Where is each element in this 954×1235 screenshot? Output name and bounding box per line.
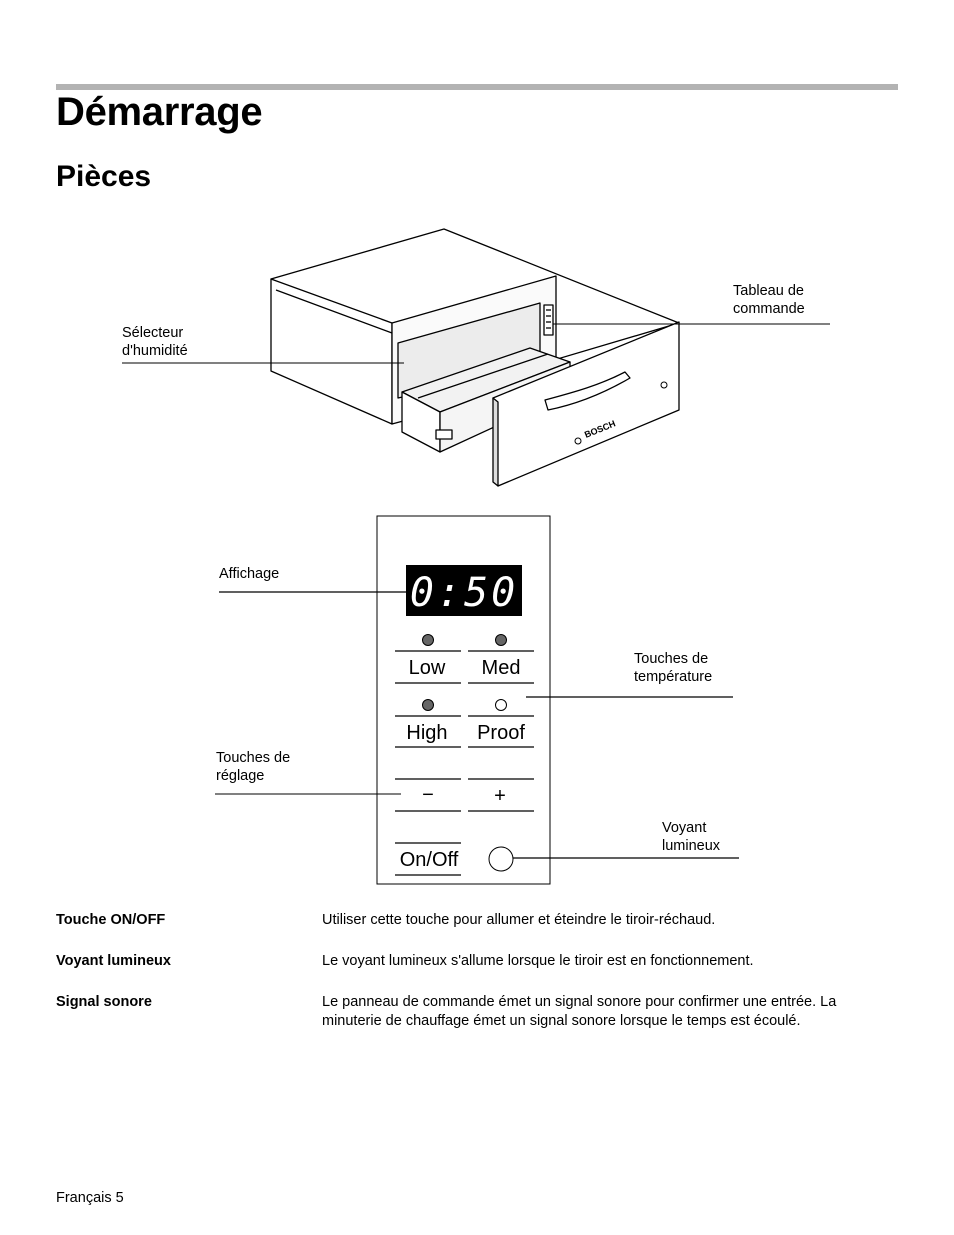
- label-control-panel: Tableau de commande: [733, 283, 805, 317]
- plus-key[interactable]: +: [494, 785, 506, 807]
- led-med-indicator: [496, 635, 507, 646]
- label-display: Affichage: [219, 566, 280, 582]
- med-key[interactable]: Med: [481, 657, 521, 679]
- desc-signal: Le panneau de commande émet un signal sonore pour confirmer une entrée. La minuterie de chauffage émet un signal sonore lorsque le temps est écoulé.: [322, 994, 837, 1029]
- term-signal: Signal sonore: [56, 994, 152, 1010]
- label-temp-keys: Touches de température: [634, 651, 713, 685]
- page-footer: Français 5: [56, 1190, 124, 1206]
- term-indicator: Voyant lumineux: [56, 953, 171, 969]
- display-value: 0:50: [409, 570, 519, 616]
- term-onoff: Touche ON/OFF: [56, 912, 166, 928]
- minus-key[interactable]: −: [422, 784, 434, 806]
- led-low-indicator: [423, 635, 434, 646]
- low-key[interactable]: Low: [408, 657, 446, 679]
- brand-logo: BOSCH: [583, 418, 617, 440]
- label-adjust-keys: Touches de réglage: [216, 750, 291, 784]
- led-high-indicator: [423, 700, 434, 711]
- led-proof-indicator: [496, 700, 507, 711]
- indicator-light: [489, 847, 513, 871]
- high-key[interactable]: High: [406, 722, 448, 744]
- desc-onoff: Utiliser cette touche pour allumer et éteindre le tiroir-réchaud.: [322, 912, 716, 928]
- proof-key[interactable]: Proof: [477, 722, 525, 744]
- section-title: Pièces: [56, 160, 152, 193]
- label-humidity-selector: Sélecteur d'humidité: [122, 325, 188, 359]
- onoff-key[interactable]: On/Off: [399, 849, 459, 871]
- desc-indicator: Le voyant lumineux s'allume lorsque le tiroir est en fonctionnement.: [322, 953, 754, 969]
- label-indicator: Voyant lumineux: [662, 820, 721, 854]
- page-title: Démarrage: [56, 90, 263, 134]
